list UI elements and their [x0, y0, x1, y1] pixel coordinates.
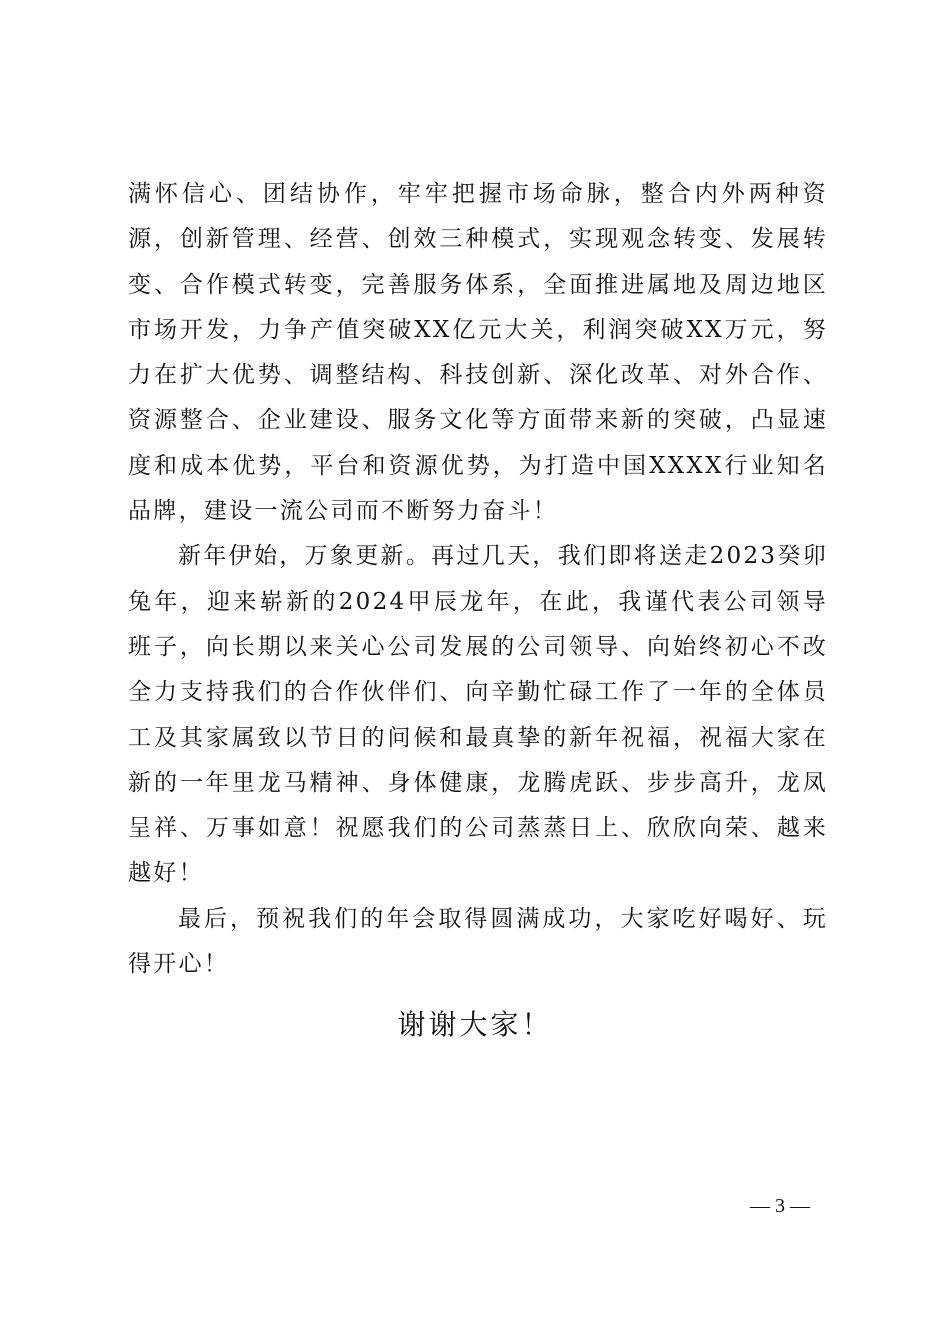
page-number: — 3 —: [750, 1195, 810, 1217]
closing-thanks: 谢谢大家！: [397, 1008, 553, 1041]
paragraph-continuation: 满怀信心、团结协作，牢牢把握市场命脉，整合内外两种资源，创新管理、经营、创效三种模式，实现观念转变、发展转变、合作模式转变，完善服务体系，全面推进属地及周边地区市场开发，力争产值突破XX亿元大关，利润突破XX万元，努力在扩大优势、调整结构、科技创新、深化改革、对外合作、资源整合、企业建设、服务文化等方面带来新的突破，凸显速度和成本优势，平台和资源优势，为打造中国XXXX行业知名品牌，建设一流公司而不断努力奋斗！: [128, 181, 828, 525]
paragraph-new-year-greeting: 新年伊始，万象更新。再过几天，我们即将送走2023癸卯兔年，迎来崭新的2024甲辰龙年，在此，我谨代表公司领导班子，向长期以来关心公司发展的公司领导、向始终初心不改全力支持我们的合作伙伴们、向辛勤忙碌工作了一年的全体员工及其家属致以节日的问候和最真挚的新年祝福，祝福大家在新的一年里龙马精神、身体健康，龙腾虎跃、步步高升，龙凤呈祥、万事如意！祝愿我们的公司蒸蒸日上、欣欣向荣、越来越好！: [128, 543, 828, 887]
paragraph-closing-wish: 最后，预祝我们的年会取得圆满成功，大家吃好喝好、玩得开心！: [128, 905, 828, 978]
body-text: [128, 172, 828, 987]
